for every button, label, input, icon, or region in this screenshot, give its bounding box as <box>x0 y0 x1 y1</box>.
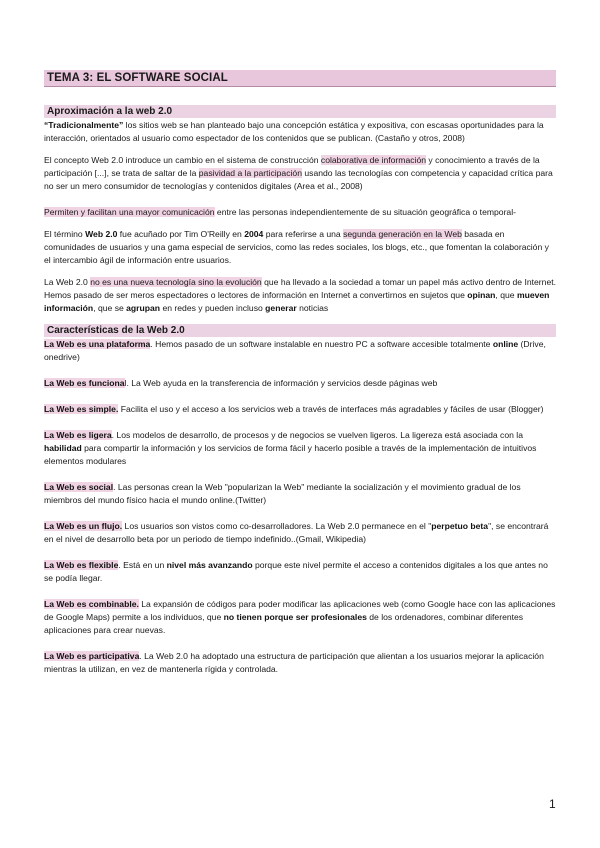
highlight: Permiten y facilitan una mayor comunicación <box>44 207 215 217</box>
characteristic-funcional: La Web es funcional. La Web ayuda en la transferencia de información y servicios desde páginas web <box>44 378 438 388</box>
page-number: 1 <box>549 797 556 811</box>
paragraph-evolucion: La Web 2.0 no es una nueva tecnología sino la evolución que ha llevado a la sociedad a tomar un papel más activo dentro de Internet. Hemos pasado de ser meros espectadores o lectores de información en Internet a convertirnos en sujetos que opinan, que mueven información, que se agrupan en redes y pueden incluso generar noticias <box>44 277 557 313</box>
characteristic-plataforma: La Web es una plataforma. Hemos pasado de un software instalable en nuestro PC a software accesible totalmente online (Drive, onedrive) <box>44 339 546 362</box>
characteristic-combinable: La Web es combinable. La expansión de códigos para poder modificar las aplicaciones web (como Google hace con las aplicaciones de Google Maps) permite a los individuos, que no tienen porque ser profesionales de los ordenadores, combinar diferentes aplicaciones para crear nuevas. <box>44 599 556 635</box>
highlight: pasividad a la participación <box>198 168 302 178</box>
paragraph-termino: El término Web 2.0 fue acuñado por Tim O'Reilly en 2004 para referirse a una segunda generación en la Web basada en comunidades de usuarios y una gama especial de servicios, como las redes sociales, los blogs, etc., que fomentan la colaboración y el intercambio ágil de información entre usuarios. <box>44 229 549 265</box>
highlight: segunda generación en la Web <box>343 229 462 239</box>
characteristic-social: La Web es social. Las personas crean la Web "popularizan la Web" mediante la socialización y el movimiento gradual de los miembros del mundo físico hacia el mundo online.(Twitter) <box>44 482 521 505</box>
paragraph-comunicacion: Permiten y facilitan una mayor comunicación entre las personas independientemente de su situación geográfica o temporal- <box>44 207 516 217</box>
highlight: colaborativa de información <box>320 155 426 165</box>
highlight: no es una nueva tecnología sino la evolución <box>90 277 262 287</box>
characteristic-simple: La Web es simple. Facilita el uso y el acceso a los servicios web a través de interfaces más agradables y fáciles de usar (Blogger) <box>44 404 544 414</box>
page-title: TEMA 3: EL SOFTWARE SOCIAL <box>44 70 556 87</box>
characteristic-flexible: La Web es flexible. Está en un nivel más avanzando porque este nivel permite el acceso a contenidos digitales a los que antes no se podía llegar. <box>44 560 548 583</box>
characteristic-flujo: La Web es un flujo. Los usuarios son vistos como co-desarrolladores. La Web 2.0 permanece en el "perpetuo beta", se encontrará en el nivel de desarrollo beta por un periodo de tiempo indefinido..(Gmail, Wikipedia) <box>44 521 549 544</box>
characteristic-ligera: La Web es ligera. Los modelos de desarrollo, de procesos y de negocios se vuelven ligeros. La ligereza está asociada con la habilidad para compartir la información y los servicios de forma fácil y hacerlo posible a través de la implementación de intuitivos elementos modulares <box>44 430 537 466</box>
characteristic-participativa: La Web es participativa. La Web 2.0 ha adoptado una estructura de participación que alientan a los usuarios mejorar la aplicación mientras la utilizan, en vez de mantenerla rígida y controlada. <box>44 651 544 674</box>
paragraph-concepto: El concepto Web 2.0 introduce un cambio en el sistema de construcción colaborativa de información y conocimiento a través de la participación [...], se trata de saltar de la pasividad a la participación usando las tecnologías con competencia y capacidad crítica para no ser un mero consumidor de tecnologías y contenidos digitales (Area et al., 2008) <box>44 155 553 191</box>
paragraph-tradicionalmente: “Tradicionalmente” los sitios web se han planteado bajo una concepción estática y expositiva, con escasas oportunidades para la interacción, orientados al usuario como espectador de los contenidos que se publican. (Castaño y otros, 2008) <box>44 120 544 143</box>
section-heading-aproximacion: Aproximación a la web 2.0 <box>44 105 556 118</box>
page-content <box>44 70 556 676</box>
bold-lead: “Tradicionalmente” <box>44 120 124 130</box>
section-heading-caracteristicas: Características de la Web 2.0 <box>44 324 556 337</box>
